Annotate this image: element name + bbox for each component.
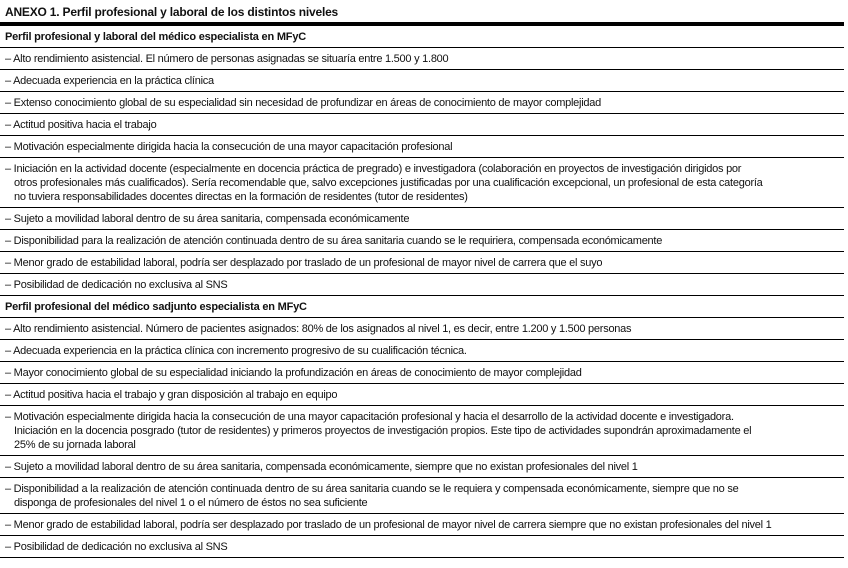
table-row bbox=[0, 136, 844, 158]
row-text-line: – Motivación especialmente dirigida hacia la consecución de una mayor capacitación profesional y hacia el desarrollo de la actividad docente e investigadora. bbox=[5, 411, 734, 423]
row-text-line: disponga de profesionales del nivel 1 o el número de éstos no sea suficiente bbox=[14, 497, 368, 509]
table-row bbox=[0, 70, 844, 92]
table-row bbox=[0, 478, 844, 514]
profile-table bbox=[0, 26, 848, 558]
table-row bbox=[0, 514, 844, 536]
row-text-line: – Iniciación en la actividad docente (especialmente en docencia práctica de pregrado) e investigadora (colaboración en proyectos de investigación dirigidos por bbox=[5, 163, 742, 175]
row-text-line: – Alto rendimiento asistencial. El número de personas asignadas se situaría entre 1.500 y 1.800 bbox=[5, 53, 449, 65]
row-text-line: Iniciación en la docencia posgrado (tutor de residentes) y primeros proyectos de investigación propios. Este tipo de actividades supondrán aproximadamente el bbox=[14, 425, 752, 437]
table-row bbox=[0, 158, 844, 208]
table-row bbox=[0, 384, 844, 406]
table-row bbox=[0, 318, 844, 340]
table-row bbox=[0, 114, 844, 136]
row-text-line: no tuviera responsabilidades docentes directas en la formación de residentes (tutor de residentes) bbox=[14, 191, 468, 203]
row-text-line: – Sujeto a movilidad laboral dentro de su área sanitaria, compensada económicamente, siempre que no existan profesionales del nivel 1 bbox=[5, 461, 638, 473]
row-text-line: – Posibilidad de dedicación no exclusiva al SNS bbox=[5, 541, 228, 553]
table-row bbox=[0, 230, 844, 252]
table-row bbox=[0, 274, 844, 296]
row-text-line: – Actitud positiva hacia el trabajo y gran disposición al trabajo en equipo bbox=[5, 389, 338, 401]
table-row bbox=[0, 208, 844, 230]
row-text-line: – Motivación especialmente dirigida hacia la consecución de una mayor capacitación profesional bbox=[5, 141, 453, 153]
table-row bbox=[0, 48, 844, 70]
row-text-line: – Sujeto a movilidad laboral dentro de su área sanitaria, compensada económicamente bbox=[5, 213, 410, 225]
row-text-line: – Disponibilidad para la realización de atención continuada dentro de su área sanitaria cuando se le requiriera, compensada económicamente bbox=[5, 235, 663, 247]
table-row bbox=[0, 362, 844, 384]
table-row bbox=[0, 252, 844, 274]
table-row bbox=[0, 456, 844, 478]
row-text-line: – Adecuada experiencia en la práctica clínica bbox=[5, 75, 214, 87]
table-row bbox=[0, 92, 844, 114]
row-text-line: – Adecuada experiencia en la práctica clínica con incremento progresivo de su cualificación técnica. bbox=[5, 345, 467, 357]
row-text-line: – Extenso conocimiento global de su especialidad sin necesidad de profundizar en áreas de conocimiento de mayor complejidad bbox=[5, 97, 602, 109]
table-row bbox=[0, 406, 844, 456]
row-text-line: – Posibilidad de dedicación no exclusiva al SNS bbox=[5, 279, 228, 291]
row-text-line: – Actitud positiva hacia el trabajo bbox=[5, 119, 157, 131]
table-row bbox=[0, 536, 844, 558]
row-text-line: otros profesionales más cualificados). Sería recomendable que, salvo excepciones justificadas por una cualificación excepcional, un profesional de esta categoría bbox=[14, 177, 763, 189]
row-text-line: – Disponibilidad a la realización de atención continuada dentro de su área sanitaria cuando se le requiera y compensada económicamente, siempre que no se bbox=[5, 483, 739, 495]
table-row bbox=[0, 340, 844, 362]
row-text-line: – Menor grado de estabilidad laboral, podría ser desplazado por traslado de un profesional de mayor nivel de carrera siempre que no existan profesionales del nivel 1 bbox=[5, 519, 772, 531]
annex-title: ANEXO 1. Perfil profesional y laboral de los distintos niveles bbox=[5, 5, 339, 19]
row-text-line: – Mayor conocimiento global de su especialidad iniciando la profundización en áreas de conocimiento de mayor complejidad bbox=[5, 367, 582, 379]
row-text-line: – Menor grado de estabilidad laboral, podría ser desplazado por traslado de un profesional de mayor nivel de carrera que el suyo bbox=[5, 257, 603, 269]
row-text-line: 25% de su jornada laboral bbox=[14, 439, 136, 451]
section-heading: Perfil profesional del médico sadjunto especialista en MFyC bbox=[0, 296, 844, 318]
section-heading: Perfil profesional y laboral del médico especialista en MFyC bbox=[0, 26, 844, 48]
row-text-line: – Alto rendimiento asistencial. Número de pacientes asignados: 80% de los asignados al nivel 1, es decir, entre 1.200 y 1.500 personas bbox=[5, 323, 632, 335]
